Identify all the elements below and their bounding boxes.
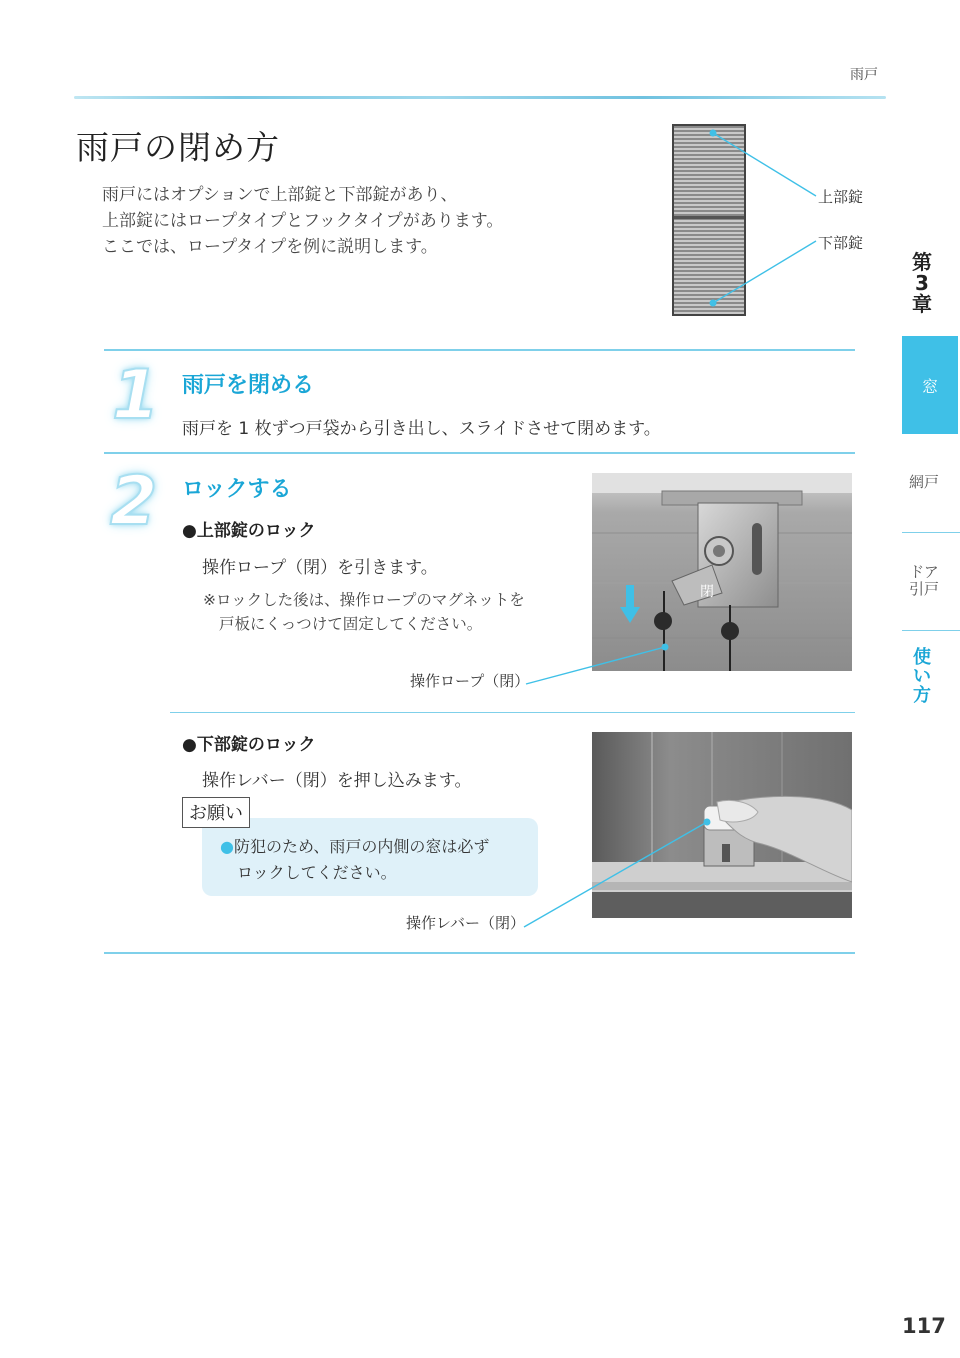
intro-line: 上部錠にはロープタイプとフックタイプがあります。: [102, 211, 504, 231]
bottom-lock-label: 下部錠: [818, 234, 864, 252]
tab-label: い: [913, 666, 931, 687]
lower-lock-body: 操作レバー（閉）を押し込みます。: [202, 771, 472, 791]
tab-screen-door[interactable]: 網戸: [908, 473, 939, 491]
tab-label: ドア: [909, 563, 939, 581]
bullet-icon: ●: [220, 837, 234, 856]
step1-body: 雨戸を 1 枚ずつ戸袋から引き出し、スライドさせて閉めます。: [182, 419, 661, 439]
request-line: ロックしてください。: [237, 863, 397, 882]
lower-lock-heading: ●下部錠のロック: [182, 735, 316, 755]
upper-lock-body: 操作ロープ（閉）を引きます。: [202, 558, 438, 578]
step2-bottom-rule: [104, 952, 855, 954]
chapter-char: 第: [912, 250, 932, 274]
tab-label: 方: [913, 685, 931, 706]
chapter-char: 3: [915, 271, 929, 295]
tab-label: 引戸: [908, 580, 939, 598]
tab-label: 窓: [921, 377, 938, 396]
note-line: ※ロックした後は、操作ロープのマグネットを: [203, 591, 525, 609]
step2-number: 2: [110, 462, 158, 541]
upper-lock-caption: 操作ロープ（閉）: [410, 672, 530, 690]
intro-line: ここでは、ロープタイプを例に説明します。: [102, 237, 438, 257]
header-section-label: 雨戸: [850, 67, 878, 83]
step2-title: ロックする: [182, 477, 292, 502]
close-label: 閉: [700, 584, 714, 600]
request-line: 防犯のため、雨戸の内側の窓は必ず: [233, 837, 490, 856]
top-lock-label: 上部錠: [818, 188, 864, 206]
request-title: お願い: [182, 797, 250, 828]
note-line: 戸板にくっつけて固定してください。: [219, 615, 483, 633]
intro-line: 雨戸にはオプションで上部錠と下部錠があり、: [102, 185, 458, 205]
lower-lock-caption: 操作レバー（閉）: [406, 914, 525, 932]
chapter-char: 章: [912, 292, 932, 316]
step1-title: 雨戸を閉める: [182, 373, 315, 398]
page-number: 117: [902, 1314, 946, 1338]
step1-number: 1: [112, 356, 160, 435]
page-title: 雨戸の閉め方: [76, 128, 280, 167]
tab-label: 使: [913, 647, 931, 668]
upper-lock-heading: ●上部錠のロック: [182, 521, 316, 541]
